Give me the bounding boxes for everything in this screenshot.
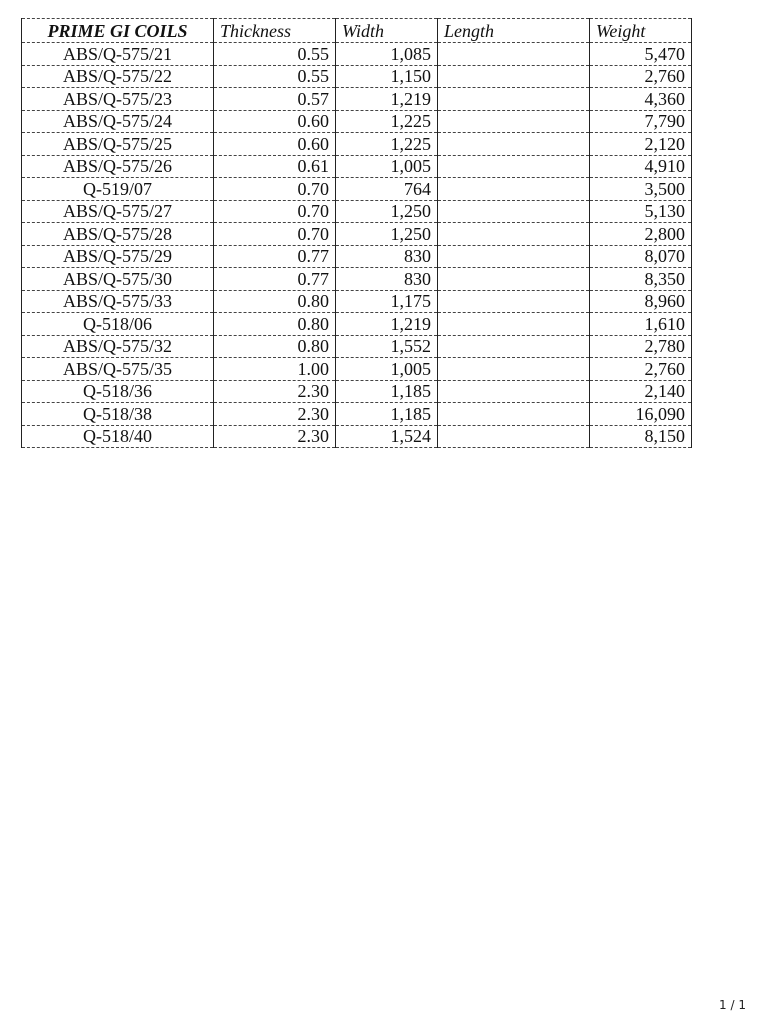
cell-weight: 8,150 bbox=[590, 425, 692, 448]
table-row bbox=[22, 403, 692, 426]
table-row bbox=[22, 268, 692, 291]
cell-thickness: 0.60 bbox=[214, 133, 336, 156]
cell-width: 1,225 bbox=[336, 110, 438, 133]
coil-sheet bbox=[21, 18, 692, 448]
cell-product: ABS/Q-575/24 bbox=[22, 110, 214, 133]
table-row bbox=[22, 200, 692, 223]
coils-table bbox=[21, 18, 692, 448]
cell-thickness: 0.70 bbox=[214, 223, 336, 246]
page-counter: 1 / 1 bbox=[719, 998, 746, 1012]
cell-weight: 7,790 bbox=[590, 110, 692, 133]
cell-thickness: 0.55 bbox=[214, 43, 336, 66]
cell-length bbox=[438, 88, 590, 111]
table-row bbox=[22, 380, 692, 403]
cell-length bbox=[438, 200, 590, 223]
cell-width: 1,085 bbox=[336, 43, 438, 66]
table-row bbox=[22, 245, 692, 268]
cell-width: 1,552 bbox=[336, 335, 438, 358]
cell-product: ABS/Q-575/30 bbox=[22, 268, 214, 291]
cell-width: 830 bbox=[336, 245, 438, 268]
cell-weight: 2,760 bbox=[590, 358, 692, 381]
cell-weight: 2,760 bbox=[590, 65, 692, 88]
cell-weight: 2,800 bbox=[590, 223, 692, 246]
table-row bbox=[22, 65, 692, 88]
header-row bbox=[22, 19, 692, 43]
cell-product: ABS/Q-575/27 bbox=[22, 200, 214, 223]
cell-product: Q-518/38 bbox=[22, 403, 214, 426]
table-row bbox=[22, 155, 692, 178]
cell-weight: 5,470 bbox=[590, 43, 692, 66]
cell-product: ABS/Q-575/35 bbox=[22, 358, 214, 381]
header-thickness: Thickness bbox=[214, 19, 336, 43]
cell-width: 1,005 bbox=[336, 155, 438, 178]
cell-weight: 5,130 bbox=[590, 200, 692, 223]
cell-length bbox=[438, 358, 590, 381]
table-row bbox=[22, 178, 692, 201]
cell-weight: 8,070 bbox=[590, 245, 692, 268]
cell-product: ABS/Q-575/23 bbox=[22, 88, 214, 111]
cell-thickness: 0.77 bbox=[214, 268, 336, 291]
table-row bbox=[22, 335, 692, 358]
cell-width: 1,219 bbox=[336, 313, 438, 336]
cell-product: ABS/Q-575/28 bbox=[22, 223, 214, 246]
cell-thickness: 0.70 bbox=[214, 178, 336, 201]
coil-rows bbox=[22, 43, 692, 448]
table-row bbox=[22, 313, 692, 336]
cell-width: 1,524 bbox=[336, 425, 438, 448]
cell-width: 1,219 bbox=[336, 88, 438, 111]
cell-length bbox=[438, 425, 590, 448]
cell-width: 764 bbox=[336, 178, 438, 201]
cell-thickness: 1.00 bbox=[214, 358, 336, 381]
cell-length bbox=[438, 223, 590, 246]
cell-product: ABS/Q-575/22 bbox=[22, 65, 214, 88]
cell-thickness: 0.80 bbox=[214, 290, 336, 313]
cell-length bbox=[438, 178, 590, 201]
cell-length bbox=[438, 335, 590, 358]
cell-product: ABS/Q-575/26 bbox=[22, 155, 214, 178]
cell-product: ABS/Q-575/33 bbox=[22, 290, 214, 313]
cell-width: 1,005 bbox=[336, 358, 438, 381]
cell-length bbox=[438, 43, 590, 66]
cell-length bbox=[438, 110, 590, 133]
cell-length bbox=[438, 290, 590, 313]
cell-thickness: 0.80 bbox=[214, 313, 336, 336]
cell-weight: 8,350 bbox=[590, 268, 692, 291]
table-row bbox=[22, 88, 692, 111]
cell-width: 1,185 bbox=[336, 403, 438, 426]
cell-product: Q-518/06 bbox=[22, 313, 214, 336]
table-row bbox=[22, 223, 692, 246]
cell-width: 1,150 bbox=[336, 65, 438, 88]
cell-thickness: 2.30 bbox=[214, 425, 336, 448]
cell-thickness: 0.70 bbox=[214, 200, 336, 223]
cell-length bbox=[438, 155, 590, 178]
cell-thickness: 0.61 bbox=[214, 155, 336, 178]
cell-length bbox=[438, 245, 590, 268]
cell-length bbox=[438, 380, 590, 403]
cell-product: Q-518/40 bbox=[22, 425, 214, 448]
cell-width: 1,250 bbox=[336, 223, 438, 246]
cell-length bbox=[438, 403, 590, 426]
cell-product: Q-519/07 bbox=[22, 178, 214, 201]
table-row bbox=[22, 358, 692, 381]
cell-weight: 4,360 bbox=[590, 88, 692, 111]
cell-product: ABS/Q-575/21 bbox=[22, 43, 214, 66]
cell-width: 1,225 bbox=[336, 133, 438, 156]
cell-length bbox=[438, 65, 590, 88]
cell-length bbox=[438, 133, 590, 156]
table-row bbox=[22, 133, 692, 156]
cell-weight: 2,780 bbox=[590, 335, 692, 358]
cell-width: 1,185 bbox=[336, 380, 438, 403]
cell-product: ABS/Q-575/32 bbox=[22, 335, 214, 358]
cell-length bbox=[438, 268, 590, 291]
header-width: Width bbox=[336, 19, 438, 43]
cell-width: 1,175 bbox=[336, 290, 438, 313]
cell-product: ABS/Q-575/25 bbox=[22, 133, 214, 156]
cell-length bbox=[438, 313, 590, 336]
cell-weight: 2,140 bbox=[590, 380, 692, 403]
header-weight: Weight bbox=[590, 19, 692, 43]
cell-thickness: 0.60 bbox=[214, 110, 336, 133]
cell-thickness: 0.80 bbox=[214, 335, 336, 358]
table-row bbox=[22, 43, 692, 66]
cell-thickness: 2.30 bbox=[214, 380, 336, 403]
cell-thickness: 0.77 bbox=[214, 245, 336, 268]
cell-thickness: 0.55 bbox=[214, 65, 336, 88]
cell-weight: 2,120 bbox=[590, 133, 692, 156]
cell-product: Q-518/36 bbox=[22, 380, 214, 403]
table-row bbox=[22, 425, 692, 448]
cell-weight: 4,910 bbox=[590, 155, 692, 178]
cell-width: 830 bbox=[336, 268, 438, 291]
cell-weight: 8,960 bbox=[590, 290, 692, 313]
cell-weight: 16,090 bbox=[590, 403, 692, 426]
cell-weight: 1,610 bbox=[590, 313, 692, 336]
header-product: PRIME GI COILS bbox=[22, 19, 214, 43]
cell-thickness: 2.30 bbox=[214, 403, 336, 426]
table-row bbox=[22, 110, 692, 133]
header-length: Length bbox=[438, 19, 590, 43]
cell-product: ABS/Q-575/29 bbox=[22, 245, 214, 268]
cell-weight: 3,500 bbox=[590, 178, 692, 201]
cell-width: 1,250 bbox=[336, 200, 438, 223]
table-row bbox=[22, 290, 692, 313]
cell-thickness: 0.57 bbox=[214, 88, 336, 111]
